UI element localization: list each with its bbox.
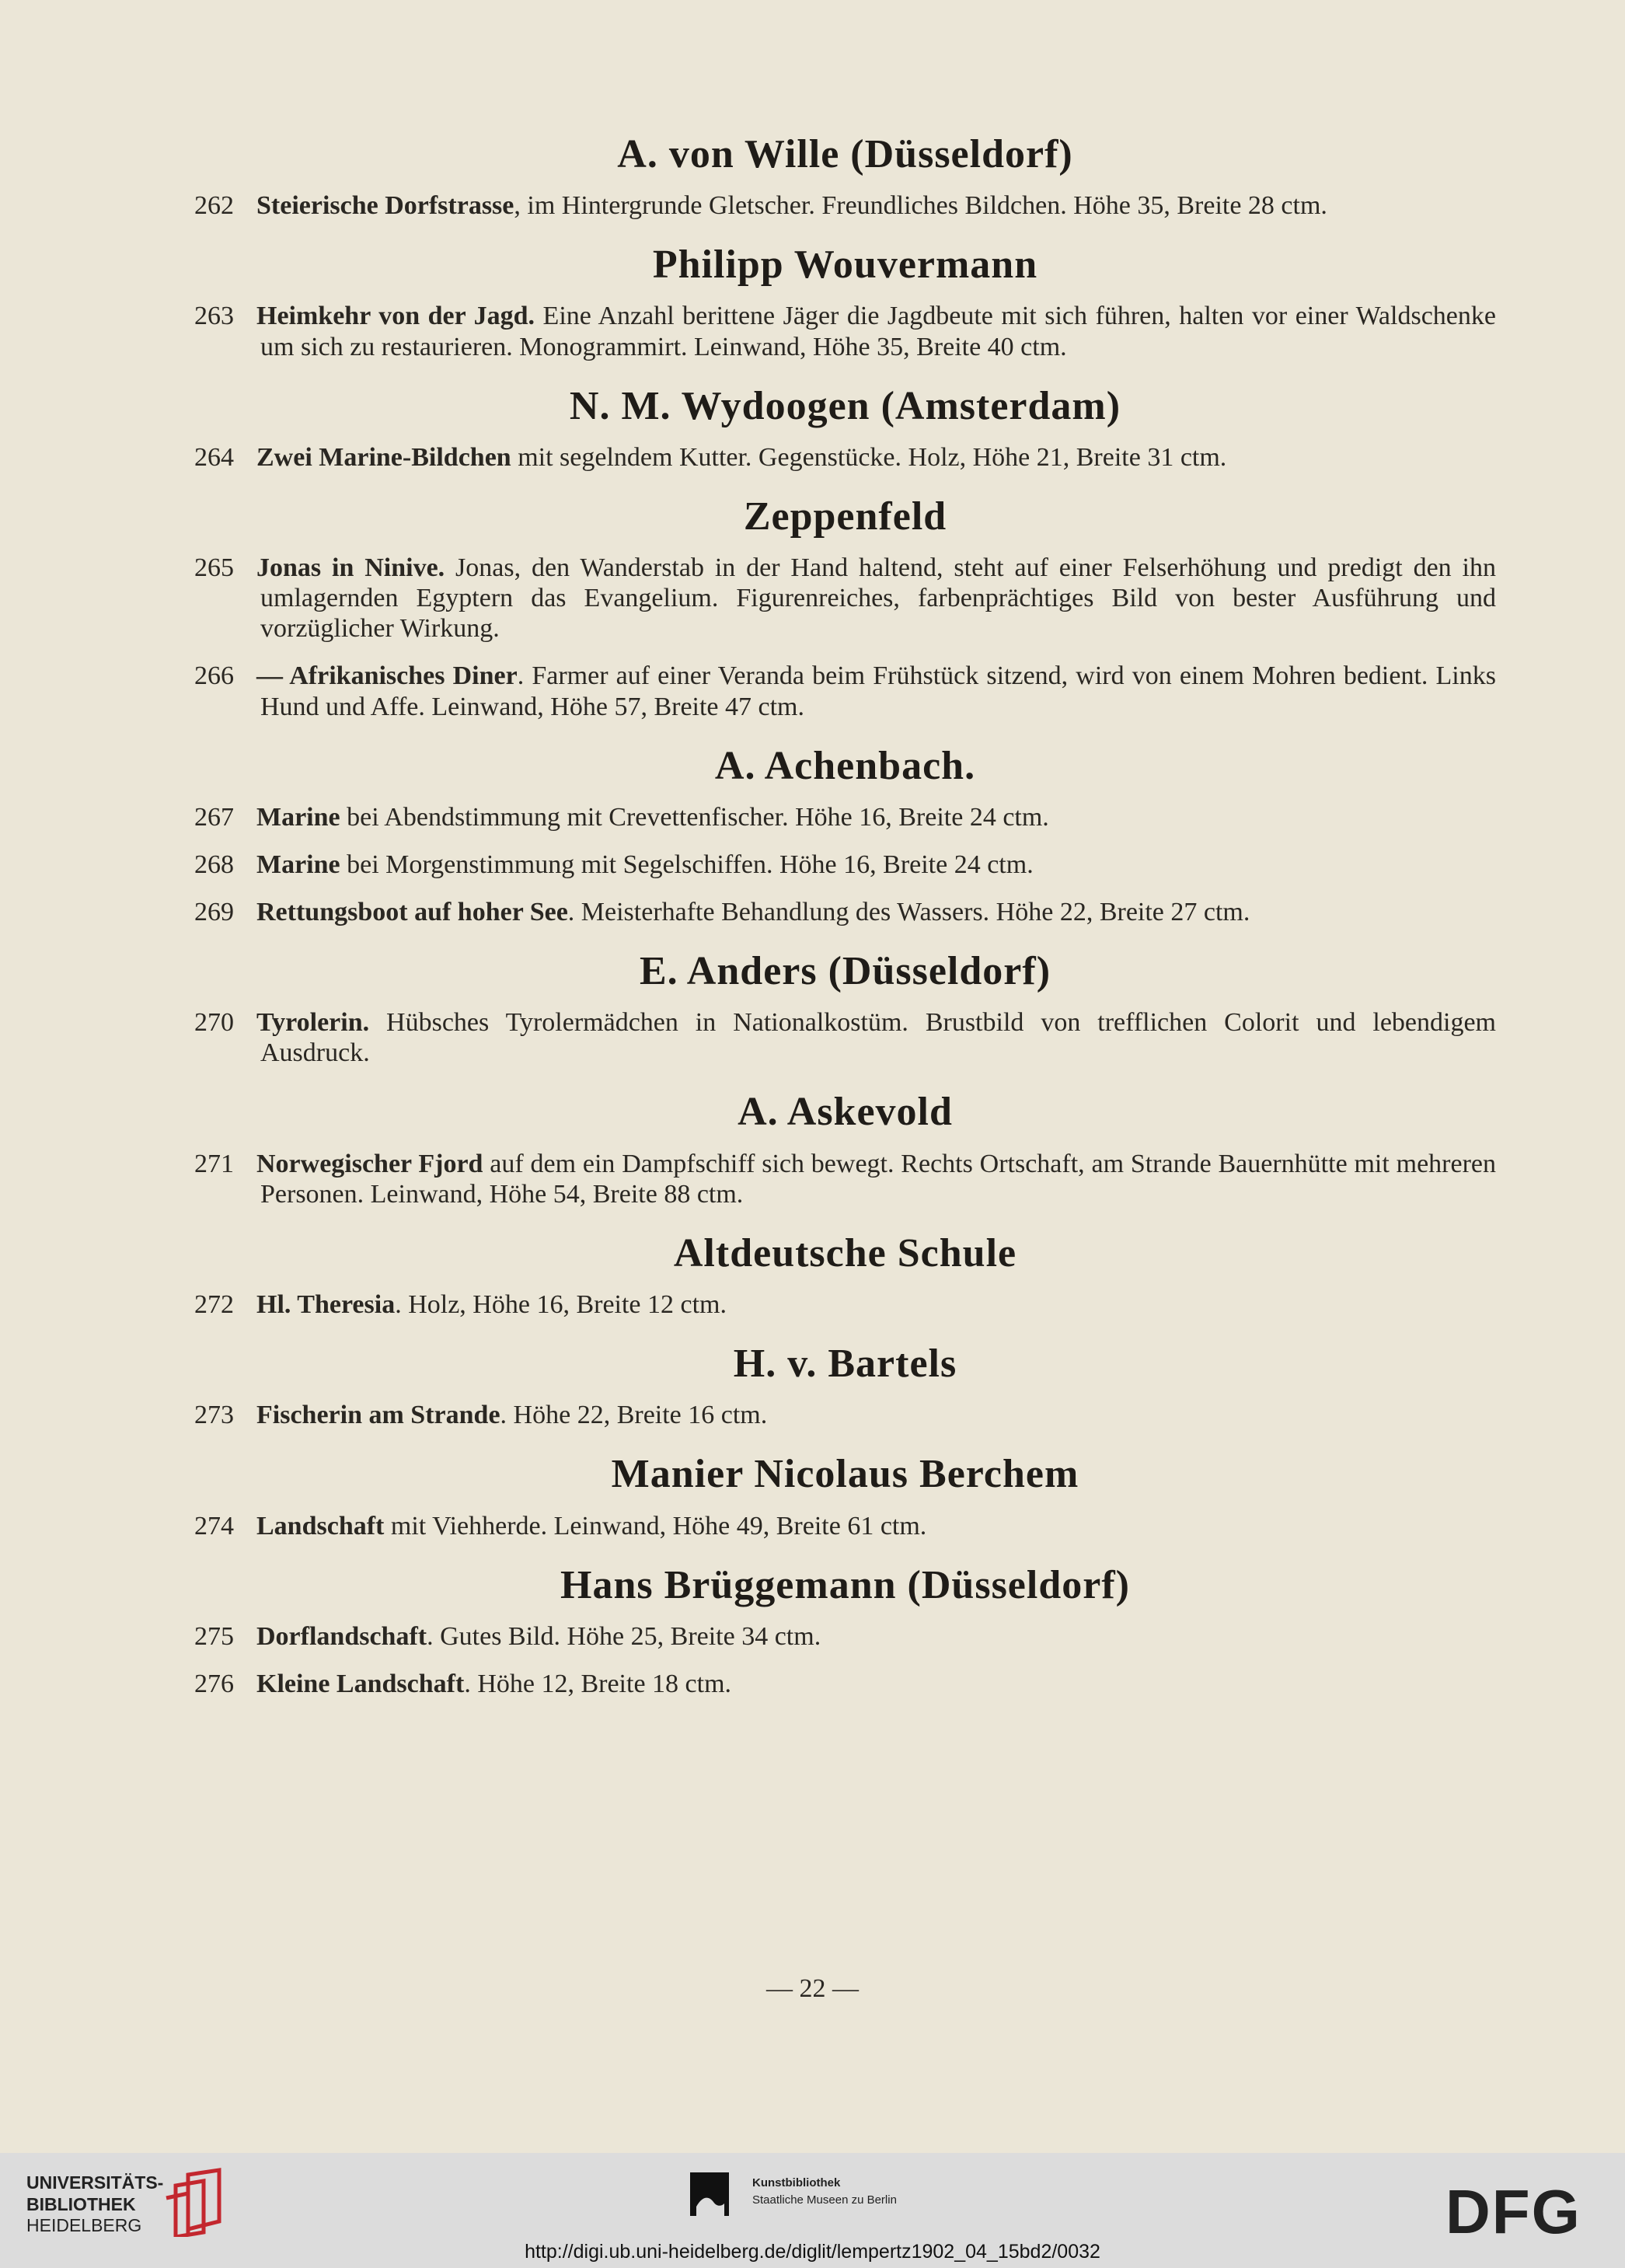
kb-line-2: Staatliche Museen zu Berlin: [752, 2193, 897, 2207]
entry-text: bei Morgenstimmung mit Segelschiffen. Höhe 16, Breite 24 ctm.: [340, 850, 1034, 879]
artist-heading: H. v. Bartels: [733, 1342, 957, 1387]
entry-title: Jonas in Ninive.: [256, 553, 445, 583]
entry-number: 272: [194, 1290, 234, 1319]
entry-number: 269: [194, 897, 234, 926]
entry-title: Landschaft: [256, 1511, 385, 1540]
catalog-entry: [194, 301, 1496, 361]
entry-text: . Höhe 12, Breite 18 ctm.: [464, 1669, 732, 1698]
catalog-entry: [194, 850, 1496, 880]
entry-number: 271: [194, 1149, 234, 1178]
entry-number: 266: [194, 661, 234, 691]
entry-title: Hl. Theresia: [256, 1290, 396, 1319]
entry-text: Hübsches Tyrolermädchen in Nationalkostüm. Brustbild von trefflichen Colorit und lebendigem Ausdruck.: [260, 1008, 1496, 1068]
entry-text: Jonas, den Wanderstab in der Hand haltend, steht auf einer Felserhöhung und predigt den ihn umlagernden Egyptern das Evangelium. Figurenreiches, farbenprächtiges Bild von bester Ausführung und vorzüglicher Wirkung.: [260, 553, 1496, 644]
artist-heading: Hans Brüggemann (Düsseldorf): [560, 1562, 1130, 1607]
entry-number: 262: [194, 191, 234, 221]
catalog-entry: [194, 442, 1496, 473]
uni-line-1: UNIVERSITÄTS-: [26, 2172, 164, 2193]
artist-heading: Altdeutsche Schule: [673, 1230, 1017, 1275]
entry-number: 273: [194, 1401, 234, 1430]
catalog-entry: [194, 1149, 1496, 1209]
entry-text: bei Abendstimmung mit Crevettenfischer. Höhe 16, Breite 24 ctm.: [340, 802, 1049, 832]
entry-title: Norwegischer Fjord: [256, 1149, 483, 1178]
catalog-entry: [194, 1007, 1496, 1068]
kb-line-1: Kunstbibliothek: [752, 2176, 841, 2189]
artist-heading: Philipp Wouvermann: [652, 243, 1038, 288]
entry-text: . Holz, Höhe 16, Breite 12 ctm.: [395, 1290, 727, 1319]
uni-line-2: BIBLIOTHEK: [26, 2193, 136, 2214]
artist-heading: A. Askevold: [738, 1090, 953, 1135]
kunstbibliothek-text[interactable]: [752, 2175, 897, 2209]
entry-number: 263: [194, 302, 234, 331]
catalog-entry: [194, 190, 1496, 221]
entry-text: auf dem ein Dampfschiff sich bewegt. Rechts Ortschaft, am Strande Bauernhütte mit mehreren Personen. Leinwand, Höhe 54, Breite 88 ctm.: [260, 1149, 1496, 1209]
artist-heading: A. von Wille (Düsseldorf): [617, 132, 1073, 176]
catalog-entry: [194, 1511, 1496, 1541]
entry-text: . Gutes Bild. Höhe 25, Breite 34 ctm.: [427, 1621, 821, 1651]
catalog-entry: [194, 661, 1496, 721]
entry-title: Zwei Marine-Bildchen: [256, 442, 511, 472]
entry-number: 275: [194, 1621, 234, 1651]
permalink-url[interactable]: http://digi.ub.uni-heidelberg.de/diglit/lempertz1902_04_15bd2/0032: [525, 2241, 1100, 2263]
artist-heading: N. M. Wydoogen (Amsterdam): [569, 383, 1121, 428]
entry-number: 276: [194, 1669, 234, 1698]
catalog-entry: [194, 1400, 1496, 1430]
entry-title: Steierische Dorfstrasse: [256, 191, 514, 221]
entry-title: — Afrikanisches Diner: [256, 661, 518, 691]
catalog-entry: [194, 897, 1496, 927]
entry-title: Heimkehr von der Jagd.: [256, 302, 535, 331]
entry-text: , im Hintergrunde Gletscher. Freundliches Bildchen. Höhe 35, Breite 28 ctm.: [514, 191, 1327, 221]
entry-number: 274: [194, 1511, 234, 1540]
heidelberg-logo-icon[interactable]: [165, 2167, 227, 2237]
catalog-entry: [194, 1289, 1496, 1320]
artist-heading: A. Achenbach.: [714, 743, 976, 788]
catalog-entry: [194, 1621, 1496, 1652]
entry-title: Tyrolerin.: [256, 1008, 370, 1038]
artist-heading: E. Anders (Düsseldorf): [639, 949, 1051, 994]
entry-text: . Meisterhafte Behandlung des Wassers. Höhe 22, Breite 27 ctm.: [567, 897, 1250, 926]
entry-text: . Höhe 22, Breite 16 ctm.: [500, 1401, 768, 1430]
entry-title: Dorflandschaft: [256, 1621, 427, 1651]
entry-title: Marine: [256, 802, 340, 832]
entry-number: 264: [194, 442, 234, 472]
artist-heading: Zeppenfeld: [743, 494, 947, 539]
page-content: [194, 117, 1496, 1699]
entry-title: Fischerin am Strande: [256, 1401, 500, 1430]
entry-text: Eine Anzahl berittene Jäger die Jagdbeute mit sich führen, halten vor einer Waldschenke um sich zu restaurieren. Monogrammirt. Leinwand, Höhe 35, Breite 40 ctm.: [260, 302, 1496, 361]
dfg-logo[interactable]: DFG: [1445, 2177, 1581, 2246]
heidelberg-library-logo-text[interactable]: [26, 2172, 163, 2237]
catalog-entry: [194, 553, 1496, 644]
entry-title: Kleine Landschaft: [256, 1669, 465, 1698]
page-number: — 22 —: [766, 1974, 859, 2003]
entry-number: 267: [194, 802, 234, 832]
kunstbibliothek-logo-icon[interactable]: [690, 2172, 729, 2216]
uni-line-3: HEIDELBERG: [26, 2215, 142, 2236]
catalog-entry: [194, 802, 1496, 832]
entry-text: mit segelndem Kutter. Gegenstücke. Holz, Höhe 21, Breite 31 ctm.: [511, 442, 1227, 472]
entry-text: . Farmer auf einer Veranda beim Frühstück sitzend, wird von einem Mohren bedient. Links Hund und Affe. Leinwand, Höhe 57, Breite 47 ctm.: [260, 661, 1496, 721]
entry-number: 265: [194, 553, 234, 583]
catalog-entry: [194, 1669, 1496, 1699]
entry-number: 268: [194, 850, 234, 879]
entry-text: mit Viehherde. Leinwand, Höhe 49, Breite 61 ctm.: [384, 1511, 927, 1540]
entry-number: 270: [194, 1008, 234, 1038]
entry-title: Rettungsboot auf hoher See: [256, 897, 568, 926]
entry-title: Marine: [256, 850, 340, 879]
artist-heading: Manier Nicolaus Berchem: [611, 1452, 1079, 1497]
